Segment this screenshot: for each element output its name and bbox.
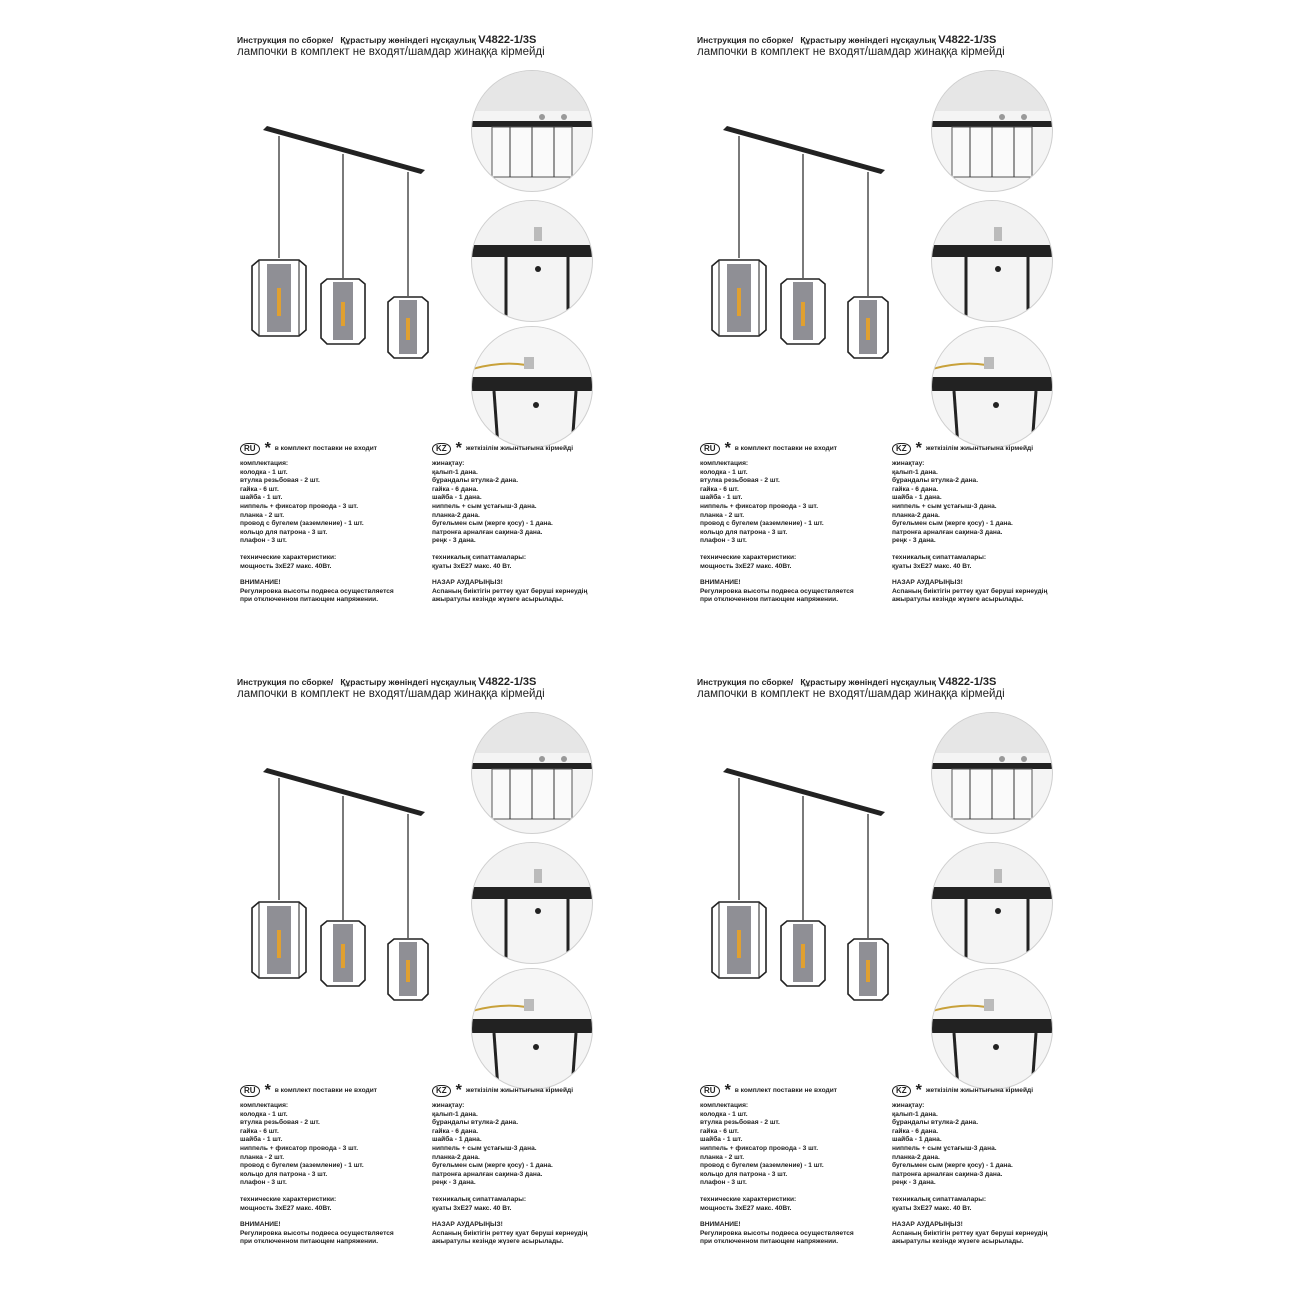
- detail-circle-2: [931, 842, 1053, 964]
- ceiling-bar: [723, 768, 885, 816]
- detail-circle-3: [931, 968, 1053, 1090]
- ru-warning-line: Регулировка высоты подвеса осуществляется: [700, 587, 854, 595]
- lamp-shade: [781, 921, 825, 986]
- kz-tech-value: қуаты 3хЕ27 макс. 40 Вт.: [432, 1204, 512, 1212]
- lamp-shade: [252, 902, 306, 978]
- ru-kit-item: шайба - 1 шт.: [700, 494, 743, 502]
- ru-kit-item: плафон - 3 шт.: [240, 537, 287, 545]
- model-number: V4822-1/3S: [938, 34, 997, 46]
- asterisk-icon: *: [915, 440, 922, 457]
- kz-kit-item: планка-2 дана.: [892, 1153, 940, 1161]
- kz-column: [892, 1084, 1047, 1247]
- ru-warning-line: при отключенном питающем напряжении.: [240, 1238, 379, 1246]
- title-kz: Құрастыру жөніндегі нұсқаулық: [340, 677, 476, 687]
- kz-tech-title: техникалық сипаттамалары:: [432, 553, 527, 561]
- ru-star-note: в комплект поставки не входит: [274, 1086, 377, 1094]
- kz-kit-item: қалып-1 дана.: [432, 1110, 478, 1118]
- ru-kit-item: провод с бугелем (заземление) - 1 шт.: [240, 1162, 364, 1170]
- ru-tech-value: мощность 3хЕ27 макс. 40Вт.: [700, 1204, 792, 1212]
- ru-kit-item: ниппель + фиксатор провода - 3 шт.: [700, 502, 819, 510]
- detail-circle-1: [471, 712, 593, 834]
- kz-kit-item: бұрандалы втулка-2 дана.: [432, 1119, 519, 1127]
- kz-kit-item: бұрандалы втулка-2 дана.: [892, 1119, 979, 1127]
- ru-tech-title: технические характеристики:: [700, 553, 797, 561]
- kz-kit-item: ниппель + сым ұстағыш-3 дана.: [432, 502, 537, 510]
- ru-kit-item: шайба - 1 шт.: [240, 1136, 283, 1144]
- kz-warning-line: Аспаның биіктігін реттеу қуат беруші кернеудің: [432, 1229, 588, 1237]
- asterisk-icon: *: [455, 440, 462, 457]
- detail-circle-3: [931, 326, 1053, 448]
- ru-tech-title: технические характеристики:: [700, 1195, 797, 1203]
- ru-star-note: в комплект поставки не входит: [734, 444, 837, 452]
- ru-column: [240, 1084, 394, 1247]
- ru-tech-value: мощность 3хЕ27 макс. 40Вт.: [240, 1204, 332, 1212]
- sheet-title: [697, 676, 996, 688]
- model-number: V4822-1/3S: [478, 34, 537, 46]
- title-kz: Құрастыру жөніндегі нұсқаулық: [800, 677, 936, 687]
- title-ru: Инструкция по сборке/: [237, 35, 334, 45]
- kz-kit-item: бұрандалы втулка-2 дана.: [432, 477, 519, 485]
- ru-warning-line: Регулировка высоты подвеса осуществляется: [240, 1229, 394, 1237]
- pendant-lamp-illustration: [702, 126, 892, 396]
- asterisk-icon: *: [264, 1082, 271, 1099]
- lamp-shade: [252, 260, 306, 336]
- ru-badge: RU: [700, 1085, 720, 1097]
- instruction-sheet: [697, 676, 1097, 1296]
- kz-kit-item: планка-2 дана.: [432, 511, 480, 519]
- bulbs-not-included-note: лампочки в комплект не входят/шамдар жинаққа кірмейді: [697, 46, 1005, 58]
- kz-kit-item: қалып-1 дана.: [432, 468, 478, 476]
- lamp-shade: [321, 921, 365, 986]
- ru-kit-item: планка - 2 шт.: [700, 511, 745, 519]
- kz-kit-item: патронға арналған сақина-3 дана.: [892, 1170, 1003, 1178]
- kz-warning-line: ажыратулы кезінде жүзеге асырылады.: [892, 1238, 1024, 1246]
- kz-kit-item: қалып-1 дана.: [892, 1110, 938, 1118]
- ru-tech-value: мощность 3хЕ27 макс. 40Вт.: [700, 562, 792, 570]
- ru-kit-item: провод с бугелем (заземление) - 1 шт.: [240, 520, 364, 528]
- asterisk-icon: *: [915, 1082, 922, 1099]
- ceiling-bar: [723, 126, 885, 174]
- kz-warning-line: ажыратулы кезінде жүзеге асырылады.: [432, 1238, 564, 1246]
- kz-kit-item: патронға арналған сақина-3 дана.: [432, 1170, 543, 1178]
- kz-column: [432, 1084, 587, 1247]
- kz-tech-value: қуаты 3хЕ27 макс. 40 Вт.: [892, 1204, 972, 1212]
- ru-kit-item: колодка - 1 шт.: [700, 468, 748, 476]
- bulbs-not-included-note: лампочки в комплект не входят/шамдар жинаққа кірмейді: [697, 688, 1005, 700]
- ru-star-note: в комплект поставки не входит: [734, 1086, 837, 1094]
- lamp-shade: [388, 939, 428, 1000]
- kz-tech-title: техникалық сипаттамалары:: [892, 553, 987, 561]
- kz-kit-item: бұрандалы втулка-2 дана.: [892, 477, 979, 485]
- detail-circle-1: [931, 70, 1053, 192]
- asterisk-icon: *: [455, 1082, 462, 1099]
- ru-kit-item: ниппель + фиксатор провода - 3 шт.: [240, 1144, 359, 1152]
- kz-star-note: жеткізілім жиынтығына кірмейді: [465, 1086, 574, 1094]
- sheet-title: [237, 676, 536, 688]
- ru-column: [240, 442, 394, 605]
- kz-kit-item: гайка - 6 дана.: [892, 485, 939, 493]
- pendant-lamp-illustration: [242, 768, 432, 1038]
- kz-star-note: жеткізілім жиынтығына кірмейді: [925, 1086, 1034, 1094]
- ru-kit-item: ниппель + фиксатор провода - 3 шт.: [240, 502, 359, 510]
- asterisk-icon: *: [724, 440, 731, 457]
- ru-kit-item: кольцо для патрона - 3 шт.: [240, 1170, 328, 1178]
- ru-warning-title: ВНИМАНИЕ!: [240, 1221, 281, 1229]
- kz-kit-item: патронға арналған сақина-3 дана.: [432, 528, 543, 536]
- kz-kit-title: жинақтау:: [892, 460, 925, 467]
- kz-star-note: жеткізілім жиынтығына кірмейді: [465, 444, 574, 452]
- ru-kit-item: колодка - 1 шт.: [240, 1110, 288, 1118]
- kz-kit-item: ниппель + сым ұстағыш-3 дана.: [892, 1144, 997, 1152]
- bulbs-not-included-note: лампочки в комплект не входят/шамдар жинаққа кірмейді: [237, 46, 545, 58]
- kz-warning-line: Аспаның биіктігін реттеу қуат беруші кернеудің: [892, 1229, 1048, 1237]
- kz-kit-item: реңк - 3 дана.: [892, 1179, 936, 1187]
- ru-kit-title: комплектация:: [240, 1102, 289, 1109]
- ru-kit-title: комплектация:: [240, 460, 289, 467]
- title-ru: Инструкция по сборке/: [237, 677, 334, 687]
- ru-kit-item: гайка - 6 шт.: [700, 1127, 739, 1135]
- ru-warning-line: Регулировка высоты подвеса осуществляется: [240, 587, 394, 595]
- ceiling-bar: [263, 126, 425, 174]
- ru-kit-item: гайка - 6 шт.: [240, 1127, 279, 1135]
- ru-kit-item: втулка резьбовая - 2 шт.: [700, 1119, 780, 1127]
- ru-tech-title: технические характеристики:: [240, 553, 337, 561]
- ru-kit-item: планка - 2 шт.: [700, 1153, 745, 1161]
- pendant-lamp-illustration: [702, 768, 892, 1038]
- ru-badge: RU: [240, 443, 260, 455]
- ru-kit-title: комплектация:: [700, 460, 749, 467]
- kz-kit-item: планка-2 дана.: [892, 511, 940, 519]
- kz-warning-line: ажыратулы кезінде жүзеге асырылады.: [432, 596, 564, 604]
- title-ru: Инструкция по сборке/: [697, 677, 794, 687]
- ru-kit-item: втулка резьбовая - 2 шт.: [240, 1119, 320, 1127]
- ru-column: [700, 442, 854, 605]
- ru-warning-title: ВНИМАНИЕ!: [700, 1221, 741, 1229]
- ru-badge: RU: [700, 443, 720, 455]
- detail-circle-2: [471, 842, 593, 964]
- ru-badge: RU: [240, 1085, 260, 1097]
- kz-column: [892, 442, 1047, 605]
- kz-badge: KZ: [892, 1085, 911, 1097]
- kz-kit-item: бугельмен сым (жерге қосу) - 1 дана.: [892, 520, 1013, 528]
- kz-kit-item: гайка - 6 дана.: [892, 1127, 939, 1135]
- pendant-lamp-illustration: [242, 126, 432, 396]
- ru-kit-item: шайба - 1 шт.: [700, 1136, 743, 1144]
- kz-warning-title: НАЗАР АУДАРЫҢЫЗ!: [892, 1221, 963, 1229]
- kz-kit-item: бугельмен сым (жерге қосу) - 1 дана.: [432, 1162, 553, 1170]
- kz-kit-item: шайба - 1 дана.: [892, 1136, 942, 1144]
- ru-kit-item: кольцо для патрона - 3 шт.: [240, 528, 328, 536]
- asterisk-icon: *: [264, 440, 271, 457]
- kz-tech-title: техникалық сипаттамалары:: [892, 1195, 987, 1203]
- kz-kit-item: қалып-1 дана.: [892, 468, 938, 476]
- kz-tech-title: техникалық сипаттамалары:: [432, 1195, 527, 1203]
- ru-kit-item: гайка - 6 шт.: [240, 485, 279, 493]
- kz-star-note: жеткізілім жиынтығына кірмейді: [925, 444, 1034, 452]
- model-number: V4822-1/3S: [938, 676, 997, 688]
- instruction-sheet: [697, 34, 1097, 654]
- kz-kit-item: шайба - 1 дана.: [432, 1136, 482, 1144]
- ru-kit-item: втулка резьбовая - 2 шт.: [240, 477, 320, 485]
- kz-warning-line: Аспаның биіктігін реттеу қуат беруші кернеудің: [892, 587, 1048, 595]
- lamp-shade: [388, 297, 428, 358]
- kz-badge: KZ: [892, 443, 911, 455]
- ru-tech-value: мощность 3хЕ27 макс. 40Вт.: [240, 562, 332, 570]
- ru-kit-item: провод с бугелем (заземление) - 1 шт.: [700, 520, 824, 528]
- ru-kit-item: планка - 2 шт.: [240, 1153, 285, 1161]
- kz-warning-line: ажыратулы кезінде жүзеге асырылады.: [892, 596, 1024, 604]
- lamp-shade: [848, 939, 888, 1000]
- kz-kit-title: жинақтау:: [432, 1102, 465, 1109]
- ru-kit-item: ниппель + фиксатор провода - 3 шт.: [700, 1144, 819, 1152]
- title-ru: Инструкция по сборке/: [697, 35, 794, 45]
- kz-badge: KZ: [432, 1085, 451, 1097]
- kz-kit-item: ниппель + сым ұстағыш-3 дана.: [892, 502, 997, 510]
- kz-column: [432, 442, 587, 605]
- ru-kit-item: шайба - 1 шт.: [240, 494, 283, 502]
- ru-star-note: в комплект поставки не входит: [274, 444, 377, 452]
- lamp-shade: [848, 297, 888, 358]
- title-kz: Құрастыру жөніндегі нұсқаулық: [340, 35, 476, 45]
- ru-kit-item: кольцо для патрона - 3 шт.: [700, 528, 788, 536]
- kz-kit-item: реңк - 3 дана.: [432, 1179, 476, 1187]
- ru-warning-line: при отключенном питающем напряжении.: [700, 1238, 839, 1246]
- detail-circle-2: [931, 200, 1053, 322]
- kz-tech-value: қуаты 3хЕ27 макс. 40 Вт.: [432, 562, 512, 570]
- sheet-title: [697, 34, 996, 46]
- kz-kit-item: планка-2 дана.: [432, 1153, 480, 1161]
- kz-kit-item: реңк - 3 дана.: [892, 537, 936, 545]
- detail-circle-1: [931, 712, 1053, 834]
- ru-warning-line: при отключенном питающем напряжении.: [240, 596, 379, 604]
- sheet-title: [237, 34, 536, 46]
- kz-warning-title: НАЗАР АУДАРЫҢЫЗ!: [432, 1221, 503, 1229]
- ru-kit-item: планка - 2 шт.: [240, 511, 285, 519]
- ceiling-bar: [263, 768, 425, 816]
- lamp-shade: [712, 260, 766, 336]
- kz-warning-line: Аспаның биіктігін реттеу қуат беруші кернеудің: [432, 587, 588, 595]
- kz-kit-title: жинақтау:: [432, 460, 465, 467]
- kz-badge: KZ: [432, 443, 451, 455]
- instruction-sheet: [237, 34, 637, 654]
- ru-kit-item: гайка - 6 шт.: [700, 485, 739, 493]
- detail-circle-2: [471, 200, 593, 322]
- ru-kit-item: плафон - 3 шт.: [240, 1179, 287, 1187]
- ru-column: [700, 1084, 854, 1247]
- ru-warning-title: ВНИМАНИЕ!: [700, 579, 741, 587]
- kz-kit-item: ниппель + сым ұстағыш-3 дана.: [432, 1144, 537, 1152]
- kz-warning-title: НАЗАР АУДАРЫҢЫЗ!: [432, 579, 503, 587]
- detail-circle-1: [471, 70, 593, 192]
- ru-warning-title: ВНИМАНИЕ!: [240, 579, 281, 587]
- ru-kit-item: колодка - 1 шт.: [240, 468, 288, 476]
- kz-kit-item: шайба - 1 дана.: [432, 494, 482, 502]
- lamp-shade: [781, 279, 825, 344]
- ru-tech-title: технические характеристики:: [240, 1195, 337, 1203]
- kz-tech-value: қуаты 3хЕ27 макс. 40 Вт.: [892, 562, 972, 570]
- ru-warning-line: Регулировка высоты подвеса осуществляется: [700, 1229, 854, 1237]
- kz-kit-item: бугельмен сым (жерге қосу) - 1 дана.: [892, 1162, 1013, 1170]
- lamp-shade: [321, 279, 365, 344]
- instruction-sheet: [237, 676, 637, 1296]
- kz-kit-item: шайба - 1 дана.: [892, 494, 942, 502]
- title-kz: Құрастыру жөніндегі нұсқаулық: [800, 35, 936, 45]
- kz-kit-item: реңк - 3 дана.: [432, 537, 476, 545]
- ru-kit-item: колодка - 1 шт.: [700, 1110, 748, 1118]
- ru-kit-item: кольцо для патрона - 3 шт.: [700, 1170, 788, 1178]
- bulbs-not-included-note: лампочки в комплект не входят/шамдар жинаққа кірмейді: [237, 688, 545, 700]
- kz-warning-title: НАЗАР АУДАРЫҢЫЗ!: [892, 579, 963, 587]
- lamp-shade: [712, 902, 766, 978]
- detail-circle-3: [471, 968, 593, 1090]
- ru-kit-item: плафон - 3 шт.: [700, 537, 747, 545]
- detail-circle-3: [471, 326, 593, 448]
- kz-kit-title: жинақтау:: [892, 1102, 925, 1109]
- asterisk-icon: *: [724, 1082, 731, 1099]
- kz-kit-item: гайка - 6 дана.: [432, 485, 479, 493]
- ru-kit-title: комплектация:: [700, 1102, 749, 1109]
- kz-kit-item: патронға арналған сақина-3 дана.: [892, 528, 1003, 536]
- kz-kit-item: гайка - 6 дана.: [432, 1127, 479, 1135]
- ru-kit-item: плафон - 3 шт.: [700, 1179, 747, 1187]
- ru-kit-item: втулка резьбовая - 2 шт.: [700, 477, 780, 485]
- ru-warning-line: при отключенном питающем напряжении.: [700, 596, 839, 604]
- ru-kit-item: провод с бугелем (заземление) - 1 шт.: [700, 1162, 824, 1170]
- model-number: V4822-1/3S: [478, 676, 537, 688]
- kz-kit-item: бугельмен сым (жерге қосу) - 1 дана.: [432, 520, 553, 528]
